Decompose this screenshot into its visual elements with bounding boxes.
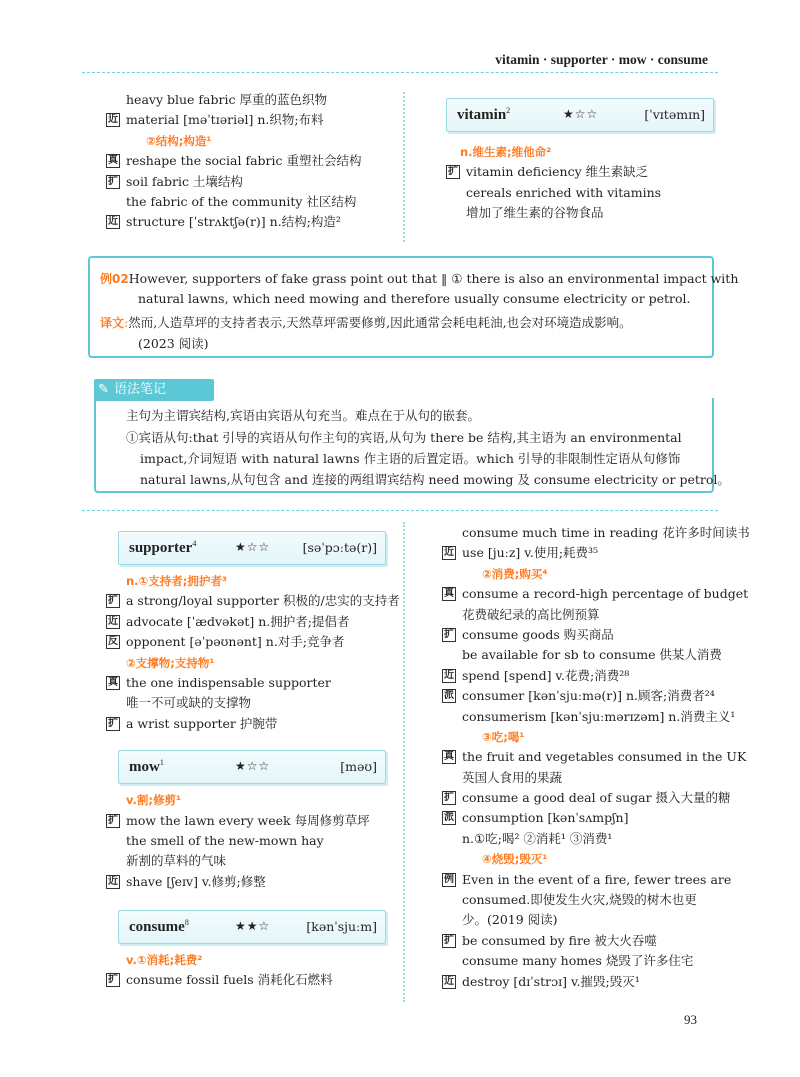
translation-line1: 然而,人造草坪的支持者表示,天然草坪需要修剪,因此通常会耗电耗油,也会对环境造成影响。 <box>128 315 632 330</box>
category-tag: 扩 <box>108 974 118 986</box>
category-tag: 扩 <box>444 628 454 640</box>
entry-line <box>106 950 386 970</box>
entry-line <box>442 931 720 951</box>
entry-line <box>442 747 747 767</box>
category-tag: 扩 <box>108 175 118 187</box>
entry-line <box>106 693 386 713</box>
frequency-stars: ★☆☆ <box>235 759 271 774</box>
frequency-stars: ★☆☆ <box>563 107 599 121</box>
bottom-right-column <box>442 523 750 992</box>
sense-label: n.维生素;维他命² <box>460 145 552 159</box>
entry-line <box>106 714 386 734</box>
translation-source: (2023 阅读) <box>138 336 209 351</box>
category-tag: 真 <box>108 155 118 167</box>
entry-line <box>442 808 720 828</box>
bottom-left-column <box>106 531 400 991</box>
category-tag: 近 <box>108 615 118 627</box>
entry-line <box>442 666 720 686</box>
entry-text: 增加了维生素的谷物食品 <box>466 205 604 221</box>
entry-line <box>106 192 396 212</box>
grammar-line1: 主句为主谓宾结构,宾语由宾语从句充当。难点在于从句的嵌套。 <box>126 408 480 423</box>
column-separator <box>403 92 405 242</box>
headword: consume$^8$ <box>129 918 189 936</box>
headword: supporter$^4$ <box>129 539 197 556</box>
entry-line <box>106 131 396 151</box>
category-tag: 扩 <box>444 792 454 804</box>
entry-line <box>442 605 720 625</box>
example-en-line1: However, supporters of fake grass point out that ‖ ① there is also an environmental impact with <box>128 271 739 286</box>
entry-line <box>442 829 720 849</box>
phonetic: [məʊ] <box>340 759 377 775</box>
entry-text: consumerism [kənˈsjuːmərɪzəm] n.消费主义¹ <box>462 708 736 724</box>
entry-text: advocate [ˈædvəkət] n.拥护者;提倡者 <box>126 613 350 629</box>
category-tag: 派 <box>444 812 454 824</box>
entry-line <box>442 768 720 788</box>
entry-text: material [məˈtɪəriəl] n.织物;布料 <box>126 112 324 128</box>
entry-line <box>106 632 386 652</box>
grammar-line2: ①宾语从句:that 引导的宾语从句作主句的宾语,从句为 there be 结构,其主语为 an environmental <box>126 430 682 445</box>
entry-line <box>106 612 386 632</box>
category-tag: 近 <box>108 216 118 228</box>
entry-text: use [juːz] v.使用;耗费³⁵ <box>462 545 599 561</box>
entry-line <box>442 870 732 890</box>
entry-text: consume fossil fuels 消耗化石燃料 <box>126 972 333 988</box>
entry-text: vitamin deficiency 维生素缺乏 <box>466 164 649 180</box>
entry-text: be available for sb to consume 供某人消费 <box>462 647 722 663</box>
category-tag: 扩 <box>444 934 454 946</box>
entry-line <box>106 673 386 693</box>
entry-text: consumption [kənˈsʌmpʃn] <box>462 810 629 826</box>
entry-text: consume many homes 烧毁了许多住宅 <box>462 953 694 969</box>
phonetic: [səˈpɔːtə(r)] <box>302 540 377 555</box>
entry-line <box>442 972 720 992</box>
grammar-notes-title: 语法笔记 <box>94 379 214 401</box>
entry-text: soil fabric 土壤结构 <box>126 173 243 189</box>
sense-label: ②消费;购买⁴ <box>482 566 548 581</box>
entry-text: reshape the social fabric 重塑社会结构 <box>126 153 362 169</box>
entry-line <box>442 707 736 727</box>
entry-line <box>442 910 720 930</box>
sense-label: v.①消耗;耗费² <box>126 953 203 968</box>
entry-text: 少。(2019 阅读) <box>462 912 558 928</box>
phonetic: [kənˈsjuːm] <box>306 919 377 935</box>
example-en-line2: natural lawns, which need mowing and therefore usually consume electricity or petrol. <box>138 291 691 306</box>
entry-text: spend [spend] v.花费;消费²⁸ <box>462 667 630 683</box>
entry-text: consume goods 购买商品 <box>462 626 614 642</box>
category-tag: 真 <box>444 588 454 600</box>
headword: mow$^1$ <box>129 758 164 776</box>
top-left-column <box>106 90 396 233</box>
pen-icon: ✎ <box>98 382 109 397</box>
entry-text: n.①吃;喝² ②消耗¹ ③消费¹ <box>462 830 613 846</box>
sense-label: n.①支持者;拥护者³ <box>126 574 227 588</box>
category-tag: 近 <box>108 875 118 887</box>
entry-line <box>442 584 749 604</box>
entry-line <box>106 571 386 591</box>
entry-line <box>106 811 386 831</box>
category-tag: 反 <box>108 636 118 648</box>
phonetic: [ˈvɪtəmɪn] <box>644 107 705 122</box>
category-tag: 近 <box>444 975 454 987</box>
entry-line <box>442 543 720 563</box>
entry-line <box>106 831 386 851</box>
entry-text: a strong/loyal supporter 积极的/忠实的支持者 <box>126 593 400 609</box>
entry-line <box>106 653 386 673</box>
mow-headword-box <box>118 750 386 784</box>
entry-text: destroy [dɪˈstrɔɪ] v.摧毁;毁灭¹ <box>462 973 640 989</box>
entry-text: be consumed by fire 被大火吞噬 <box>462 932 657 948</box>
entry-line <box>106 151 396 171</box>
grammar-line4: natural lawns,从句包含 and 连接的两组谓宾结构 need mowing 及 consume electricity or petrol。 <box>140 472 730 487</box>
entry-text: heavy blue fabric 厚重的蓝色织物 <box>126 92 327 107</box>
vitamin-entry <box>446 98 714 224</box>
entry-text: 唯一不可或缺的支撑物 <box>126 695 252 711</box>
entry-text: the fabric of the community 社区结构 <box>126 193 357 209</box>
entry-line <box>106 851 386 871</box>
entry-text: the fruit and vegetables consumed in the UK <box>462 749 747 765</box>
entry-text: 新割的草料的气味 <box>126 853 227 869</box>
entry-text: structure [ˈstrʌktʃə(r)] n.结构;构造² <box>126 214 341 230</box>
category-tag: 真 <box>108 676 118 688</box>
category-tag: 扩 <box>448 166 458 178</box>
sense-label: ②支撑物;支持物¹ <box>126 655 215 670</box>
entry-text: shave [ʃeɪv] v.修剪;修整 <box>126 873 266 889</box>
entry-line <box>442 564 720 584</box>
entry-line <box>106 790 386 810</box>
category-tag: 近 <box>444 669 454 681</box>
section-divider <box>82 510 718 511</box>
sense-label: v.割;修剪¹ <box>126 793 182 808</box>
consume-headword-box <box>118 910 386 944</box>
header-divider <box>82 72 718 73</box>
example-label: 例02 <box>100 272 129 286</box>
entry-line <box>442 788 731 808</box>
entry-line <box>446 183 714 203</box>
entry-text: mow the lawn every week 每周修剪草坪 <box>126 812 370 828</box>
entry-text: consume a record-high percentage of budget <box>462 586 749 602</box>
sense-label: ③吃;喝¹ <box>482 729 525 744</box>
page-number: 93 <box>684 1012 697 1027</box>
entry-text: 花费破纪录的高比例预算 <box>462 606 600 622</box>
entry-line <box>442 890 720 910</box>
frequency-stars: ★★☆ <box>235 919 271 934</box>
entry-line <box>106 110 396 130</box>
translation-label: 译文 <box>100 316 125 330</box>
category-tag: 例 <box>444 873 454 885</box>
entry-line <box>106 172 396 192</box>
entry-line <box>106 591 400 611</box>
entry-line <box>106 872 386 892</box>
sense-label: ④烧毁;毁灭¹ <box>482 852 548 867</box>
category-tag: 真 <box>444 751 454 763</box>
headword: vitamin$^2$ <box>457 106 511 123</box>
entry-text: opponent [əˈpəʊnənt] n.对手;竞争者 <box>126 634 345 650</box>
entry-line <box>442 686 720 706</box>
column-separator <box>403 522 405 1002</box>
entry-line <box>106 212 396 232</box>
entry-text: Even in the event of a fire, fewer trees are <box>462 871 732 887</box>
entry-line <box>442 523 750 543</box>
sense-label: ②结构;构造¹ <box>146 133 212 148</box>
category-tag: 扩 <box>108 595 118 607</box>
entry-text: a wrist supporter 护腕带 <box>126 715 278 731</box>
category-tag: 近 <box>108 114 118 126</box>
vitamin-headword-box <box>446 98 714 132</box>
entry-line <box>442 625 720 645</box>
entry-text: the smell of the new-mown hay <box>126 832 324 848</box>
entry-line <box>442 849 720 869</box>
example-box: 例02However, supporters of fake grass point out that ‖ ① there is also an environmental impact with natural lawns, which need mowing and therefore usually consume electricity or petrol. 译文:然而,人造草坪的支持者表示,天然草坪需要修剪,因此通常会耗电耗油,也会对环境造成影响。 (2023 阅读) <box>88 256 714 358</box>
entry-text: cereals enriched with vitamins <box>466 184 662 200</box>
entry-text: consumer [kənˈsjuːmə(r)] n.顾客;消费者²⁴ <box>462 688 715 704</box>
entry-text: 英国人食用的果蔬 <box>462 769 563 785</box>
category-tag: 近 <box>444 547 454 559</box>
category-tag: 派 <box>444 690 454 702</box>
supporter-headword-box <box>118 531 386 565</box>
grammar-line3: impact,介词短语 with natural lawns 作主语的后置定语。which 引导的非限制性定语从句修饰 <box>140 451 681 466</box>
entry-line <box>442 645 720 665</box>
running-header: vitamin · supporter · mow · consume <box>495 52 708 67</box>
entry-line <box>446 162 714 182</box>
entry-text: consume much time in reading 花许多时间读书 <box>462 525 750 540</box>
entry-text: the one indispensable supporter <box>126 674 331 690</box>
category-tag: 扩 <box>108 717 118 729</box>
entry-text: consume a good deal of sugar 摄入大量的糖 <box>462 790 731 806</box>
entry-line <box>106 90 396 110</box>
category-tag: 扩 <box>108 814 118 826</box>
grammar-notes-box <box>94 398 730 493</box>
entry-line <box>106 970 386 990</box>
entry-line <box>442 727 720 747</box>
frequency-stars: ★☆☆ <box>235 540 271 554</box>
entry-line <box>442 951 720 971</box>
entry-text: consumed.即使发生火灾,烧毁的树木也更 <box>462 892 697 908</box>
entry-line <box>446 203 714 223</box>
